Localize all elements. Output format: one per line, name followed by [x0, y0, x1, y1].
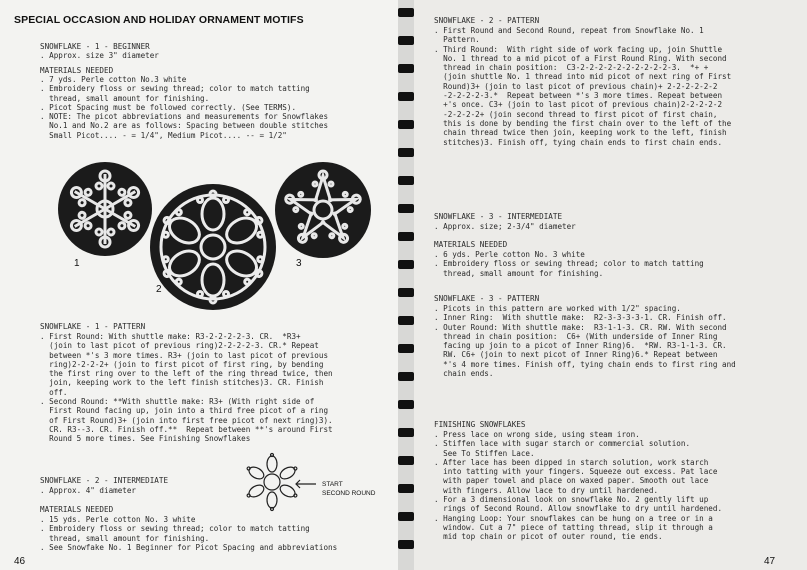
spiral-binding	[398, 0, 414, 570]
materials-list-2	[40, 515, 337, 552]
list-item: . Stiffen lace with sugar starch or commercial solution.	[434, 439, 691, 449]
snowflake-3-pattern	[434, 304, 736, 378]
list-item: Pattern.	[434, 35, 480, 45]
list-item: . Picot Spacing must be followed correctly. (See TERMS).	[40, 102, 297, 112]
list-item: . Second Round: **With shuttle make: R3+ (With right side of	[40, 397, 315, 407]
snowflake-3-size: . Approx. size; 2-3/4" diameter	[434, 222, 576, 231]
list-item: . Hanging Loop: Your snowflakes can be hung on a tree or in a	[434, 513, 713, 523]
list-item: into tatting with your fingers. Squeeze out excess. Pat lace	[434, 467, 718, 477]
snowflake-1-photo	[58, 162, 152, 256]
finishing-list	[434, 430, 722, 542]
materials-header-1: MATERIALS NEEDED	[40, 66, 114, 75]
list-item: with fingers. Allow lace to dry until hardened.	[434, 485, 659, 495]
list-item: . Picots in this pattern are worked with 1/2" spacing.	[434, 304, 681, 313]
list-item: . 6 yds. Perle cotton No. 3 white	[434, 250, 585, 259]
snowflake-1-size: . Approx. size 3" diameter	[40, 51, 159, 60]
list-item: First Round facing up, join into a third free picot of a ring	[40, 406, 329, 416]
list-item: Round 5 more times. See Finishing Snowflakes	[40, 434, 251, 444]
list-item: of First Round)3+ (join into first free picot of next ring)3).	[40, 415, 333, 425]
page-number: 47	[764, 556, 776, 567]
list-item: with paper towel and place on waxed paper. Smooth out lace	[434, 476, 709, 486]
snowflake-2-pattern	[434, 26, 731, 147]
list-item: . First Round: With shuttle make: R3-2-2-2-2-3. CR. *R3+	[40, 332, 301, 341]
list-item: . See Snowfake No. 1 Beginner for Picot Spacing and abbreviations	[40, 542, 338, 552]
list-item: See To Stiffen Lace.	[434, 448, 535, 458]
list-item: (join shuttle No. 1 thread into mid picot of next ring of First	[434, 72, 732, 82]
materials-list-3	[434, 250, 704, 278]
figure-label-3: 3	[296, 258, 302, 269]
snowflake-2-pattern-header: SNOWFLAKE - 2 - PATTERN	[434, 16, 540, 25]
snowflake-2-photo	[150, 184, 276, 310]
list-item: . Press lace on wrong side, using steam iron.	[434, 430, 640, 439]
list-item: -2-2-2-2-3.* Repeat between *'s 3 more times. Repeat between	[434, 91, 723, 101]
list-item: (join to last picot of previous ring)2-2-2-2-3. CR.* Repeat	[40, 341, 319, 351]
start-second-round-diagram	[240, 450, 320, 514]
list-item: . 15 yds. Perle cotton No. 3 white	[40, 515, 196, 524]
list-item: chain thread twice then join, keeping work to the left, finish	[434, 128, 727, 138]
list-item: . NOTE: The picot abbreviations and measurements for Snowflakes	[40, 112, 329, 122]
materials-header-2: MATERIALS NEEDED	[40, 505, 114, 514]
list-item: thread in chain position: C6+ (With underside of Inner Ring	[434, 331, 718, 341]
list-item: No. 1 thread to a mid picot of a First Round Ring. With second	[434, 53, 727, 63]
snowflake-3-pattern-header: SNOWFLAKE - 3 - PATTERN	[434, 294, 540, 303]
list-item: CR. R3--3. CR. Finish off.** Repeat between **'s around First	[40, 424, 333, 434]
materials-list-1	[40, 75, 328, 140]
list-item: . 7 yds. Perle cotton No.3 white	[40, 75, 187, 84]
snowflake-1-header: SNOWFLAKE - 1 - BEGINNER	[40, 42, 150, 51]
materials-header-3: MATERIALS NEEDED	[434, 240, 508, 249]
list-item: chain ends.	[434, 369, 494, 379]
list-item: Round)3+ (join to last picot of previous chain)+ 2-2-2-2-2-2	[434, 81, 718, 91]
list-item: . Embroidery floss or sewing thread; color to match tatting	[40, 524, 310, 534]
right-page	[414, 0, 807, 570]
list-item: *'s 4 more times. Finish off, tying chain ends to first ring and	[434, 359, 736, 369]
list-item: thread in chain position: C3-2-2-2-2-2-2-2-2-2-2-3. *+ +	[434, 63, 709, 73]
list-item: . For a 3 dimensional look on snowflake No. 2 gently lift up	[434, 495, 709, 505]
list-item: thread, small amount for finishing.	[40, 533, 210, 543]
list-item: . Outer Round: With shuttle make: R3-1-1-3. CR. RW. With second	[434, 322, 727, 332]
list-item: . Inner Ring: With shuttle make: R2-3-3-3-3-1. CR. Finish off.	[434, 313, 727, 323]
page-number: 46	[14, 556, 26, 567]
snowflake-3-header: SNOWFLAKE - 3 - INTERMEDIATE	[434, 212, 563, 221]
list-item: thread, small amount for finishing.	[40, 93, 210, 103]
list-item: between *'s 3 more times. R3+ (join to last picot of previous	[40, 350, 329, 360]
list-item: the first ring over to the left of the ring thread twice, then	[40, 369, 333, 379]
list-item: off.	[40, 387, 68, 397]
list-item: -2-2-2-2+ (join second thread to first picot of first chain,	[434, 109, 718, 119]
list-item: . After lace has been dipped in starch solution, work starch	[434, 457, 709, 467]
second-round-label: SECOND ROUND	[322, 490, 376, 497]
snowflake-1-pattern	[40, 332, 333, 444]
list-item: . Embroidery floss or sewing thread; color to match tatting	[434, 259, 704, 269]
list-item: . First Round and Second Round, repeat from Snowflake No. 1	[434, 26, 704, 35]
list-item: stitches)3. Finish off, tying chain ends to first chain ends.	[434, 137, 723, 147]
snowflake-3-lace	[275, 162, 371, 258]
snowflake-1-pattern-header: SNOWFLAKE - 1 - PATTERN	[40, 322, 146, 331]
list-item: . Embroidery floss or sewing thread; color to match tatting	[40, 84, 310, 94]
snowflake-2-size: . Approx. 4" diameter	[40, 486, 137, 495]
list-item: facing up join to a picot of Inner Ring)6. *RW. R3-1-1-3. CR.	[434, 341, 727, 351]
snowflake-1-lace	[58, 162, 152, 256]
start-label: START	[322, 481, 343, 488]
snowflake-3-photo	[275, 162, 371, 258]
list-item: +'s once. C3+ (join to last picot of previous chain)2-2-2-2-2	[434, 100, 723, 110]
list-item: ring)2-2-2-2+ (join to first picot of first ring, by bending	[40, 359, 324, 369]
figure-label-1: 1	[74, 258, 80, 269]
list-item: . Third Round: With right side of work facing up, join Shuttle	[434, 44, 723, 54]
snowflake-2-lace	[150, 184, 276, 310]
list-item: Small Picot.... - = 1/4", Medium Picot.... -- = 1/2"	[40, 130, 287, 140]
list-item: rings of Second Round. Allow snowflake to dry until hardened.	[434, 504, 723, 514]
list-item: this is done by bending the first chain over to the left of the	[434, 118, 732, 128]
figure-label-2: 2	[156, 284, 162, 295]
snowflake-2-header: SNOWFLAKE - 2 - INTERMEDIATE	[40, 476, 169, 485]
list-item: thread, small amount for finishing.	[434, 268, 604, 278]
finishing-header: FINISHING SNOWFLAKES	[434, 420, 526, 429]
page-title: SPECIAL OCCASION AND HOLIDAY ORNAMENT MOTIFS	[14, 14, 304, 26]
left-page	[0, 0, 398, 570]
list-item: mid top chain or picot of outer round, tie ends.	[434, 532, 663, 542]
list-item: window. Cut a 7" piece of tatting thread, slip it through a	[434, 522, 713, 532]
list-item: join, keeping work to the left finish stitches)3. CR. Finish	[40, 378, 324, 388]
list-item: No.1 and No.2 are as follows: Spacing between double stitches	[40, 121, 329, 131]
list-item: RW. C6+ (join to next picot of Inner Ring)6.* Repeat between	[434, 350, 718, 360]
